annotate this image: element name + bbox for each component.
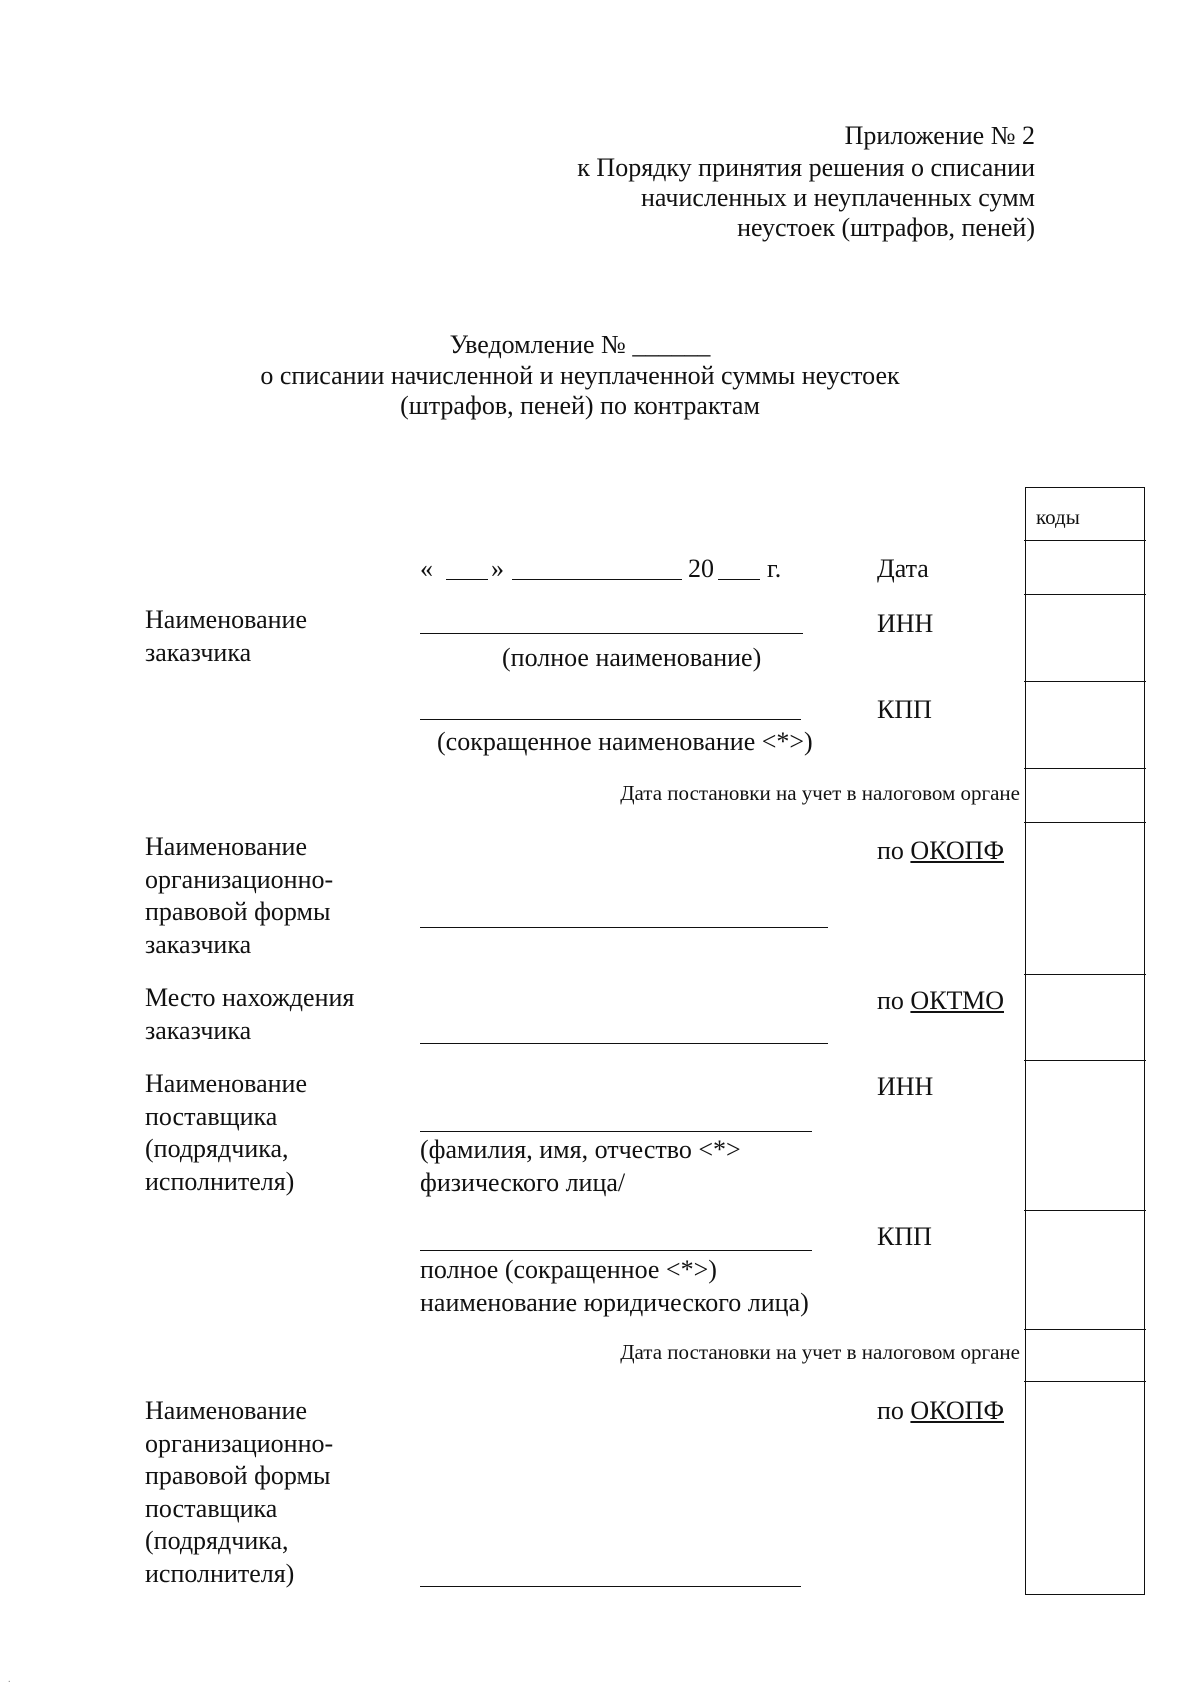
codes-divider bbox=[1024, 1060, 1145, 1061]
okopf-prefix: по bbox=[877, 836, 911, 865]
oktmo-link: ОКТМО bbox=[910, 986, 1004, 1015]
codes-divider bbox=[1024, 974, 1145, 975]
codes-divider bbox=[1024, 594, 1145, 595]
oktmo-prefix: по bbox=[877, 986, 911, 1015]
codes-divider bbox=[1024, 540, 1145, 541]
appendix-line-1: Приложение № 2 bbox=[844, 121, 1035, 150]
code-label-tax-reg-date-supplier: Дата постановки на учет в налоговом органе bbox=[620, 1340, 1020, 1364]
label-customer-location-1: Место нахождения bbox=[145, 983, 355, 1012]
label-customer-org-form-4: заказчика bbox=[145, 930, 252, 959]
label-supplier-org-form-3: правовой формы bbox=[145, 1461, 331, 1490]
code-label-oktmo bbox=[877, 988, 1004, 1014]
codes-divider bbox=[1024, 768, 1145, 769]
customer-org-form-field[interactable] bbox=[420, 927, 828, 928]
label-customer-name-2: заказчика bbox=[145, 638, 252, 667]
label-supplier-name-3: (подрядчика, bbox=[145, 1134, 289, 1163]
hint-fio-1: (фамилия, имя, отчество <*> bbox=[420, 1135, 741, 1164]
label-supplier-name-2: поставщика bbox=[145, 1102, 278, 1131]
codes-divider bbox=[1024, 1381, 1145, 1382]
label-supplier-org-form-4: поставщика bbox=[145, 1494, 278, 1523]
customer-location-field[interactable] bbox=[420, 1043, 828, 1044]
label-supplier-name-1: Наименование bbox=[145, 1069, 307, 1098]
code-label-kpp-supplier: КПП bbox=[877, 1222, 932, 1251]
customer-full-name-field[interactable] bbox=[420, 633, 803, 634]
hint-legal-1: полное (сокращенное <*>) bbox=[420, 1255, 717, 1284]
hint-fio-2: физического лица/ bbox=[420, 1168, 626, 1197]
year-prefix: 20 bbox=[688, 554, 714, 583]
okopf-link: ОКОПФ bbox=[910, 1396, 1004, 1425]
supplier-fio-field[interactable] bbox=[420, 1131, 812, 1132]
code-label-tax-reg-date: Дата постановки на учет в налоговом органе bbox=[620, 781, 1020, 805]
code-label-kpp: КПП bbox=[877, 695, 932, 724]
hint-short-name: (сокращенное наименование <*>) bbox=[437, 727, 813, 756]
supplier-org-form-field[interactable] bbox=[420, 1586, 801, 1587]
okopf-prefix: по bbox=[877, 1396, 911, 1425]
okopf-link: ОКОПФ bbox=[910, 836, 1004, 865]
label-supplier-org-form-5: (подрядчика, bbox=[145, 1526, 289, 1555]
title-line-1: Уведомление № ______ bbox=[449, 330, 711, 359]
date-close-quote: » bbox=[491, 554, 504, 583]
label-supplier-org-form-1: Наименование bbox=[145, 1396, 307, 1425]
code-label-inn-supplier: ИНН bbox=[877, 1072, 934, 1101]
label-customer-name-1: Наименование bbox=[145, 605, 307, 634]
codes-header: коды bbox=[1036, 505, 1080, 529]
appendix-line-2: к Порядку принятия решения о списании bbox=[577, 153, 1035, 182]
year-suffix: г. bbox=[767, 554, 782, 583]
label-customer-org-form-2: организационно- bbox=[145, 865, 334, 894]
code-label-okopf bbox=[877, 838, 1004, 864]
code-label-inn: ИНН bbox=[877, 609, 934, 638]
codes-divider bbox=[1024, 822, 1145, 823]
label-supplier-org-form-6: исполнителя) bbox=[145, 1559, 295, 1588]
label-supplier-name-4: исполнителя) bbox=[145, 1167, 295, 1196]
title-line-2: о списании начисленной и неуплаченной суммы неустоек bbox=[260, 361, 900, 390]
codes-divider bbox=[1024, 1210, 1145, 1211]
appendix-line-4: неустоек (штрафов, пеней) bbox=[737, 213, 1035, 242]
codes-divider bbox=[1024, 1329, 1145, 1330]
label-customer-org-form-1: Наименование bbox=[145, 832, 307, 861]
hint-full-name: (полное наименование) bbox=[502, 643, 762, 672]
date-open-quote: « bbox=[420, 554, 433, 583]
code-label-okopf-supplier bbox=[877, 1398, 1004, 1424]
page-mark: . bbox=[8, 1674, 11, 1685]
month-blank[interactable] bbox=[512, 579, 682, 580]
customer-short-name-field[interactable] bbox=[420, 719, 801, 720]
appendix-line-3: начисленных и неуплаченных сумм bbox=[640, 183, 1035, 212]
label-supplier-org-form-2: организационно- bbox=[145, 1429, 334, 1458]
title-line-3: (штрафов, пеней) по контрактам bbox=[400, 391, 760, 420]
day-blank[interactable] bbox=[446, 579, 488, 580]
supplier-legal-name-field[interactable] bbox=[420, 1250, 812, 1251]
year-blank[interactable] bbox=[718, 579, 760, 580]
hint-legal-2: наименование юридического лица) bbox=[420, 1288, 809, 1317]
codes-divider bbox=[1024, 681, 1145, 682]
label-customer-location-2: заказчика bbox=[145, 1016, 252, 1045]
code-label-date: Дата bbox=[877, 554, 929, 583]
codes-column bbox=[1025, 487, 1145, 1595]
label-customer-org-form-3: правовой формы bbox=[145, 897, 331, 926]
